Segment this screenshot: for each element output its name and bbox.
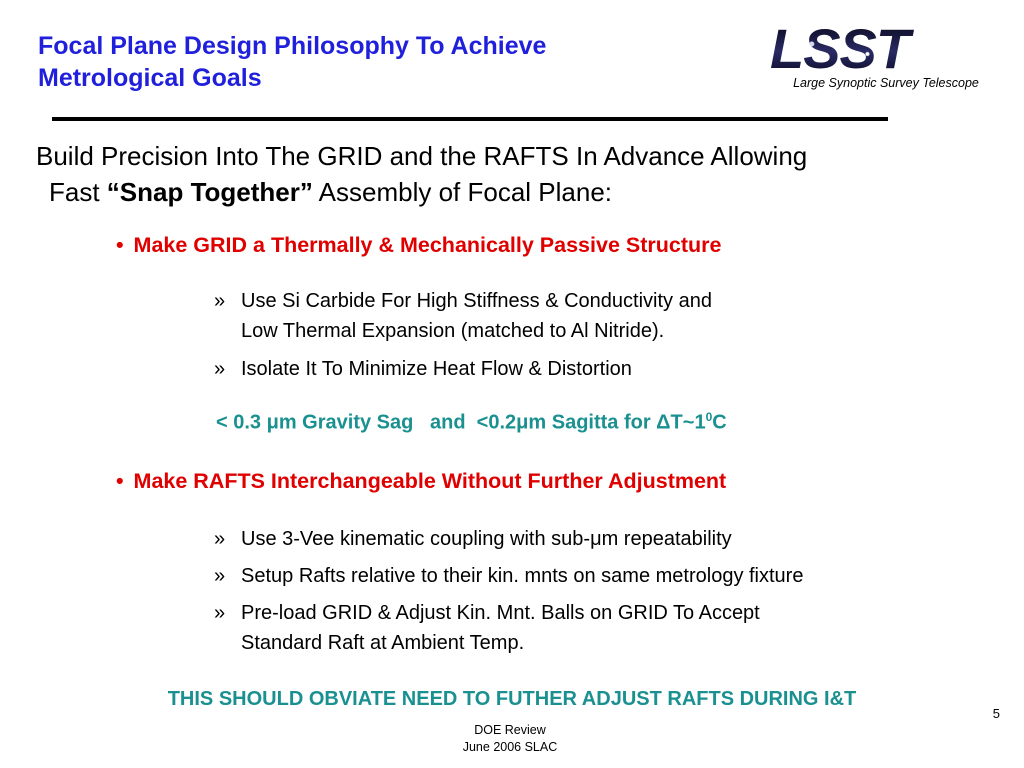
section-2-heading-text: Make RAFTS Interchangeable Without Further Adjustment bbox=[133, 469, 727, 493]
lsst-logo bbox=[766, 17, 1002, 96]
lsst-logo-wordmark: LSST bbox=[770, 24, 1002, 74]
intro-statement bbox=[36, 138, 986, 210]
list-item-continuation: Low Thermal Expansion (matched to Al Nitride). bbox=[241, 320, 665, 342]
list-item-text: Isolate It To Minimize Heat Flow & Distortion bbox=[241, 358, 632, 380]
page-number: 5 bbox=[992, 706, 1000, 721]
sub-bullet-marker: » bbox=[214, 528, 226, 550]
bullet-marker: • bbox=[116, 233, 124, 257]
list-item-text: Use Si Carbide For High Stiffness & Conductivity and bbox=[241, 290, 712, 312]
list-item bbox=[214, 598, 760, 658]
performance-spec-superscript: 0 bbox=[705, 410, 713, 424]
list-item bbox=[214, 561, 803, 591]
footer-line-1: DOE Review bbox=[474, 723, 546, 737]
list-item bbox=[214, 286, 712, 346]
conclusion-statement: THIS SHOULD OBVIATE NEED TO FUTHER ADJUST RAFTS DURING I&T bbox=[167, 688, 857, 710]
list-item bbox=[214, 524, 732, 554]
list-item-continuation: Standard Raft at Ambient Temp. bbox=[241, 632, 525, 654]
section-1-heading-text: Make GRID a Thermally & Mechanically Passive Structure bbox=[133, 233, 722, 257]
list-item-text: Pre-load GRID & Adjust Kin. Mnt. Balls on GRID To Accept bbox=[241, 602, 760, 624]
slide-footer bbox=[400, 722, 620, 756]
performance-spec-unit: C bbox=[712, 411, 727, 434]
slide-title bbox=[38, 30, 738, 94]
sub-bullet-marker: » bbox=[214, 358, 226, 380]
list-item-text: Setup Rafts relative to their kin. mnts on same metrology fixture bbox=[241, 565, 804, 587]
lsst-logo-subtitle: Large Synoptic Survey Telescope bbox=[793, 76, 979, 90]
sub-bullet-marker: » bbox=[214, 290, 226, 312]
performance-spec-text: < 0.3 μm Gravity Sag and <0.2μm Sagitta for ΔT~1 bbox=[216, 411, 706, 434]
bullet-marker: • bbox=[116, 469, 124, 493]
section-2-heading bbox=[116, 469, 726, 494]
sub-bullet-marker: » bbox=[214, 565, 226, 587]
intro-line-2 bbox=[36, 174, 986, 210]
intro-line-1: Build Precision Into The GRID and the RAFTS In Advance Allowing bbox=[36, 141, 808, 171]
intro-line-2-prefix: Fast bbox=[49, 177, 107, 207]
slide-title-line-1: Focal Plane Design Philosophy To Achieve bbox=[38, 32, 547, 60]
intro-line-2-suffix: Assembly of Focal Plane: bbox=[312, 177, 613, 207]
title-divider bbox=[52, 117, 888, 121]
section-1-heading bbox=[116, 233, 721, 258]
intro-emphasis: “Snap Together” bbox=[106, 177, 313, 207]
performance-spec bbox=[216, 410, 727, 435]
list-item-text: Use 3-Vee kinematic coupling with sub-μm repeatability bbox=[241, 528, 732, 550]
footer-line-2: June 2006 SLAC bbox=[462, 740, 558, 754]
list-item bbox=[214, 354, 632, 384]
slide-title-line-2: Metrological Goals bbox=[38, 64, 262, 92]
sub-bullet-marker: » bbox=[214, 602, 226, 624]
